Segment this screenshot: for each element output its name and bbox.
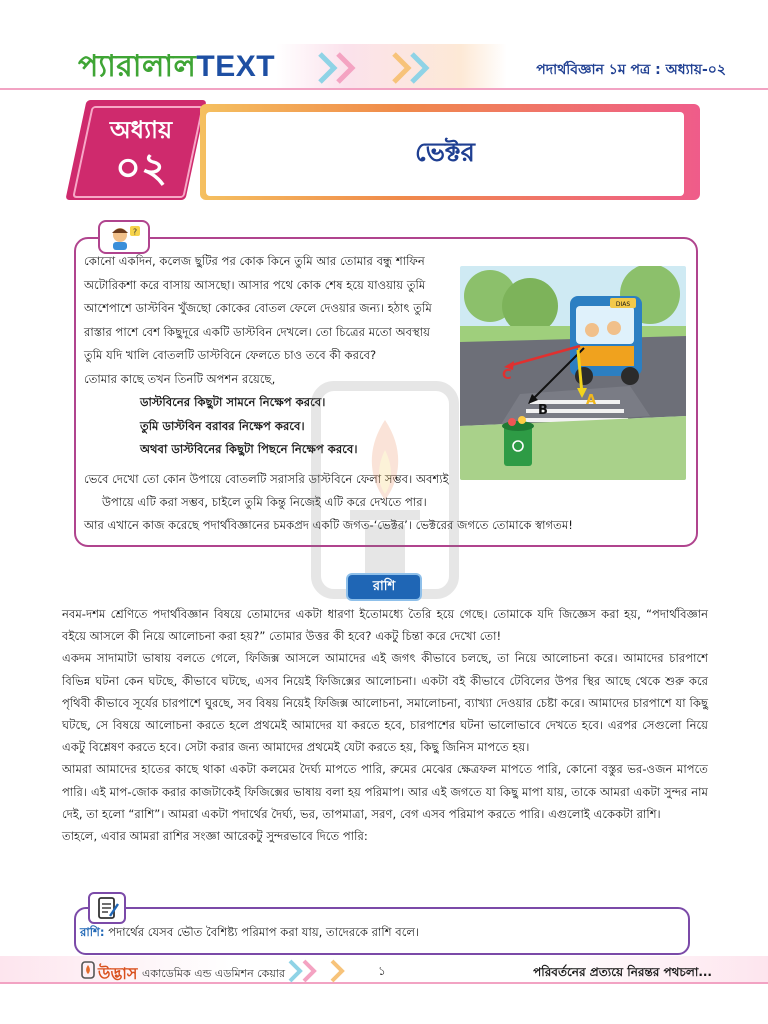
chapter-word: অধ্যায় xyxy=(109,116,173,144)
section-heading-pill: রাশি xyxy=(348,575,420,599)
chapter-title: ভেক্টর xyxy=(415,138,475,168)
intro-line: আশেপাশে ডাস্টবিন খুঁজছো কোকের বোতল ফেলে দেওয়ার জন্য। হঠাৎ তুমি xyxy=(84,301,432,315)
definition-text xyxy=(80,924,419,943)
intro-option: ডাস্টবিনের কিছুটা সামনে নিক্ষেপ করবে। xyxy=(140,395,326,409)
footer-logo: উদ্ভাস xyxy=(98,964,138,983)
watermark-emblem xyxy=(310,380,460,600)
intro-closing-line: উপায়ে এটি করা সম্ভব, চাইলে তুমি কিন্তু নিজেই এটি করে দেখতে পার। xyxy=(102,495,427,509)
intro-closing-line: ভেবে দেখো তো কোন উপায়ে বোতলটি সরাসরি ডাস্টবিনে ফেলা সম্ভব। অবশ্যই xyxy=(84,472,449,486)
definition-body: পদার্থের যেসব ভৌত বৈশিষ্ট্য পরিমাপ করা যায়, তাদেরকে রাশি বলে। xyxy=(108,925,420,939)
intro-closing-line: আর এখানে কাজ করেছে পদার্থবিজ্ঞানের চমকপ্রদ একটি জগত-‘ভেক্টর’। ভেক্টরের জগতে তোমাকে স্বাগতম! xyxy=(84,518,573,532)
brand-logo xyxy=(78,50,275,84)
intro-line: রাস্তার পাশে বেশ কিছুদূরে একটি ডাস্টবিন দেখলে। তো চিত্রের মতো অবস্থায় xyxy=(84,324,430,339)
footer-flame-icon xyxy=(80,960,96,980)
dustbin-scene-illustration xyxy=(460,266,686,480)
intro-line: কোনো একদিন, কলেজ ছুটির পর কোক কিনে তুমি আর তোমার বন্ধু শাফিন xyxy=(84,254,425,268)
intro-line: অটোরিকশা করে বাসায় আসছো। আসার পথে কোক শেষ হয়ে যাওয়ায় তুমি xyxy=(84,277,426,292)
body-paragraph: একদম সাদামাটা ভাষায় বলতে গেলে, ফিজিক্স আসলে আমাদের এই জগৎ কীভাবে চলছে, তা নিয়ে আলোচনা করে। আমাদের চারপাশে বিভিন্ন ঘটনা কেন ঘটছে, কীভাবে ঘটছে, এসব নিয়েই ফিজিক্সের আলোচনা। একটা বই কীভাবে টেবিলের উপর স্থির আছে থেকে শুরু করে পৃথিবী কীভাবে সূর্যের চারপাশে ঘুরছে, সব বিষয় নিয়েই ফিজিক্স আলোচনা, সমালোচনা, ব্যাখ্যা দেওয়ার চেষ্টা করে। আমাদের চারপাশে যা কিছু ঘটছে, সে বিষয়ে আলোচনা করতে হলে প্রথমেই আমাদের যা করতে হবে, চারপাশের ঘটনা ভালোভাবে দেখতে হবে। এরপর সেগুলো নিয়ে একটু বিশ্লেষণ করতে হবে। সেটা করার জন্য আমাদের প্রথমেই যেটা করতে হয়, কিছু জিনিস মাপতে হয়। xyxy=(62,651,708,755)
intro-line: তুমি যদি খালি বোতলটি ডাস্টবিনে ফেলতে চাও তবে কী করবে? xyxy=(84,348,377,362)
figure-label-a: A xyxy=(586,393,597,408)
definition-term: রাশি: xyxy=(80,925,105,939)
section-body xyxy=(62,603,708,847)
figure-label-b: B xyxy=(538,403,548,418)
header-divider xyxy=(0,88,768,90)
brand-part2: TEXT xyxy=(196,50,276,83)
notepad-icon xyxy=(88,892,126,924)
chapter-number: ০২ xyxy=(114,145,167,191)
footer-brand: একাডেমিক এন্ড এডমিশন কেয়ার xyxy=(142,967,286,980)
figure-label-c: C xyxy=(502,368,512,383)
intro-line: তোমার কাছে তখন তিনটি অপশন রয়েছে, xyxy=(84,371,276,386)
header-subject-title: পদার্থবিজ্ঞান ১ম পত্র : অধ্যায়-০২ xyxy=(536,62,726,78)
header-chevron-decoration xyxy=(300,48,450,88)
svg-text:?: ? xyxy=(132,227,138,237)
body-paragraph: নবম-দশম শ্রেণিতে পদার্থবিজ্ঞান বিষয়ে তোমাদের একটা ধারণা ইতোমধ্যে তৈরি হয়ে গেছে। তোমাকে যদি জিজ্ঞেস করা হয়, “পদার্থবিজ্ঞান বইয়ে আসলে কী নিয়ে আলোচনা করা হয়?” তোমার উত্তর কী হবে? একটু চিন্তা করে দেখো তো! xyxy=(62,607,708,644)
intro-option: তুমি ডাস্টবিন বরাবর নিক্ষেপ করবে। xyxy=(140,418,305,433)
thinking-person-icon xyxy=(98,220,150,254)
brand-part1: প্যারালাল xyxy=(78,50,197,83)
footer-slogan: পরিবর্তনের প্রত্যয়ে নিরন্তর পথচলা... xyxy=(533,965,712,979)
body-paragraph: আমরা আমাদের হাতের কাছে থাকা একটা কলমের দৈর্ঘ্য মাপতে পারি, রুমের মেঝের ক্ষেত্রফল মাপতে পারি, কোনো বস্তুর ভর-ওজন মাপতে পারি। এই মাপ-জোক করার কাজটাকেই ফিজিক্সের ভাষায় বলা হয় পরিমাপ। আর এই জগতে যা কিছু মাপা যায়, তাকে আমরা একটা সুন্দর নাম দেই, তা হলো “রাশি”। আমরা একটা পদার্থের দৈর্ঘ্য, ভর, তাপমাত্রা, সরণ, বেগ এসব পরিমাপ করতে পারি। এগুলোই একেকটা রাশি। xyxy=(62,762,708,821)
figure-sign-text: DIAS xyxy=(615,301,631,308)
footer-chevron-decoration xyxy=(282,958,362,984)
page-number: ১ xyxy=(378,964,386,978)
intro-option: অথবা ডাস্টবিনের কিছুটা পিছনে নিক্ষেপ করবে। xyxy=(140,442,358,456)
body-paragraph: তাহলে, এবার আমরা রাশির সংজ্ঞা আরেকটু সুন্দরভাবে দিতে পারি: xyxy=(62,829,368,844)
